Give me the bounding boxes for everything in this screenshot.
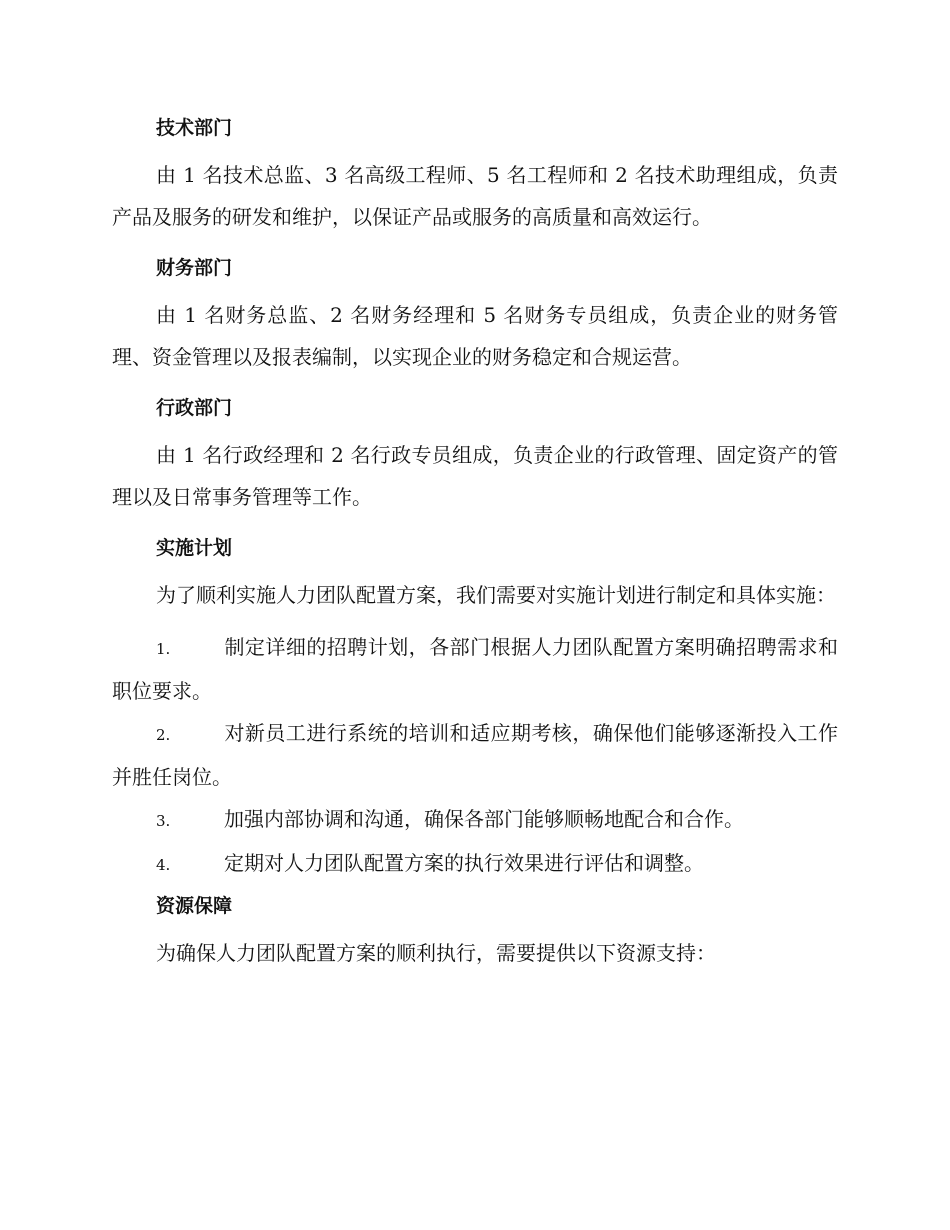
list-item <box>112 798 838 842</box>
paragraph-finance-department: 由 1 名财务总监、2 名财务经理和 5 名财务专员组成，负责企业的财务管理、资金管理以及报表编制，以实现企业的财务稳定和合规运营。 <box>112 303 838 369</box>
list-text: 对新员工进行系统的培训和适应期考核，确保他们能够逐渐投入工作并胜任岗位。 <box>112 721 838 789</box>
list-item <box>112 842 838 886</box>
list-number: 2. <box>156 726 171 744</box>
list-item <box>112 626 838 712</box>
heading-implementation-plan: 实施计划 <box>156 537 233 559</box>
list-item <box>112 712 838 798</box>
heading-tech-department: 技术部门 <box>156 117 233 139</box>
list-number: 4. <box>156 856 171 874</box>
list-number: 3. <box>156 812 171 830</box>
heading-admin-department: 行政部门 <box>156 397 233 419</box>
heading-finance-department: 财务部门 <box>156 257 233 279</box>
paragraph-resource-guarantee: 为确保人力团队配置方案的顺利执行，需要提供以下资源支持： <box>156 941 716 965</box>
paragraph-admin-department: 由 1 名行政经理和 2 名行政专员组成，负责企业的行政管理、固定资产的管理以及日常事务管理等工作。 <box>112 443 838 509</box>
paragraph-implementation-plan: 为了顺利实施人力团队配置方案，我们需要对实施计划进行制定和具体实施： <box>156 583 836 607</box>
list-text: 定期对人力团队配置方案的执行效果进行评估和调整。 <box>224 851 704 875</box>
paragraph-tech-department: 由 1 名技术总监、3 名高级工程师、5 名工程师和 2 名技术助理组成，负责产品及服务的研发和维护，以保证产品或服务的高质量和高效运行。 <box>112 163 838 229</box>
heading-resource-guarantee: 资源保障 <box>156 895 233 917</box>
list-text: 制定详细的招聘计划，各部门根据人力团队配置方案明确招聘需求和职位要求。 <box>112 635 838 703</box>
list-text: 加强内部协调和沟通，确保各部门能够顺畅地配合和合作。 <box>224 807 744 831</box>
list-number: 1. <box>156 640 171 658</box>
document-page <box>112 108 838 974</box>
